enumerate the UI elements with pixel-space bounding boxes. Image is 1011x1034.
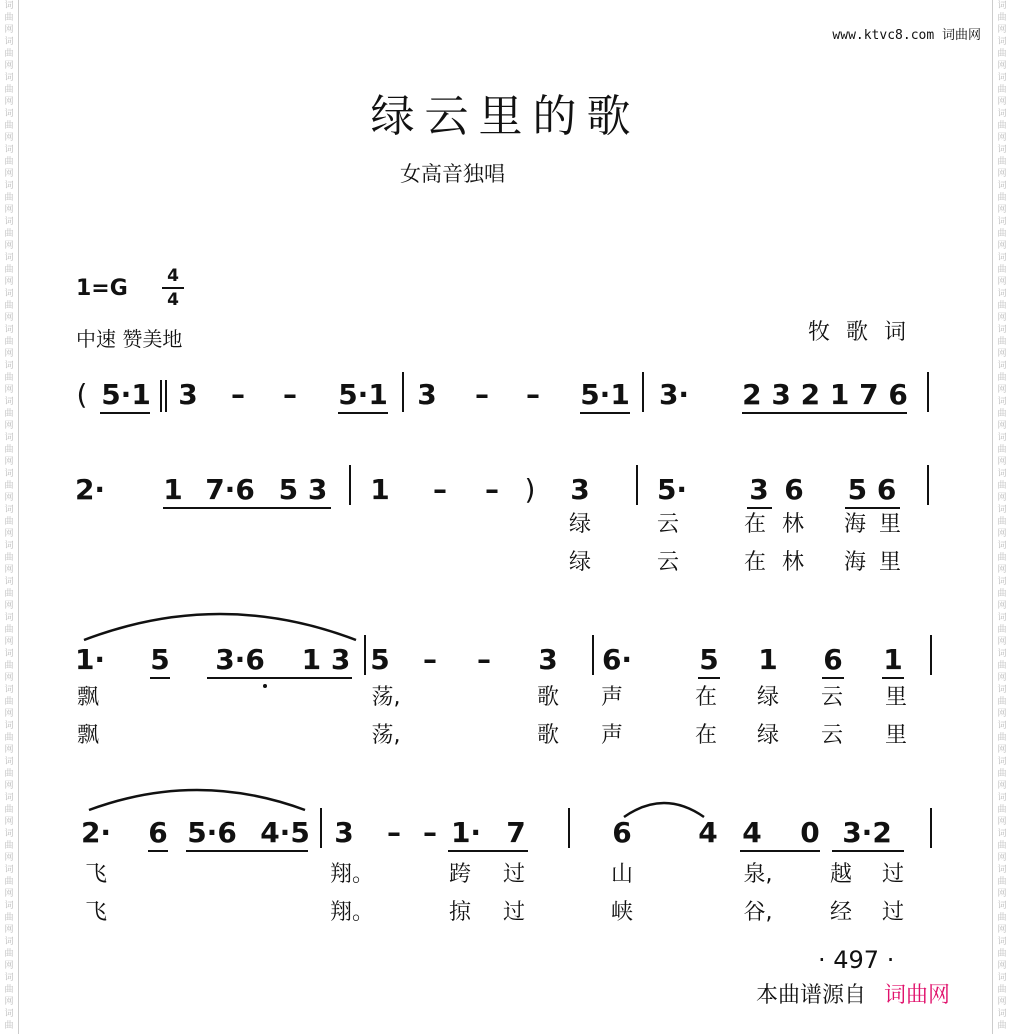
watermark-char: 曲 [4, 373, 14, 383]
watermark-char: 网 [997, 565, 1007, 575]
slur [85, 780, 310, 815]
lyric: 跨 [448, 862, 472, 887]
note: 6 [823, 643, 843, 676]
watermark-char: 网 [997, 925, 1007, 935]
note: 3 [538, 643, 558, 676]
watermark-char: 网 [997, 601, 1007, 611]
watermark-char: 词 [997, 433, 1007, 443]
song-title: 绿云里的歌 [370, 91, 641, 142]
watermark-char: 词 [997, 793, 1007, 803]
watermark-char: 网 [4, 169, 14, 179]
lyric: 过 [881, 862, 905, 887]
lyric: 绿 [756, 685, 780, 710]
watermark-char: 词 [997, 1, 1007, 11]
watermark-char: 网 [997, 25, 1007, 35]
watermark-char: 词 [4, 937, 14, 947]
watermark-char: 曲 [4, 229, 14, 239]
note: 7·6 [205, 473, 255, 506]
watermark-char: 网 [4, 493, 14, 503]
lyric: 歌 [536, 685, 560, 710]
watermark-char: 词 [997, 613, 1007, 623]
watermark-char: 网 [997, 961, 1007, 971]
watermark-char: 曲 [4, 769, 14, 779]
note: 3 [417, 378, 437, 411]
note: 3 [749, 473, 769, 506]
watermark-char: 网 [4, 601, 14, 611]
lyric: 云 [820, 723, 844, 748]
watermark-char: 词 [4, 73, 14, 83]
watermark-char: 词 [997, 217, 1007, 227]
watermark-char: 网 [997, 241, 1007, 251]
watermark-char: 曲 [997, 481, 1007, 491]
watermark-char: 网 [4, 313, 14, 323]
note: 2 3 2 1 7 6 [742, 378, 908, 411]
watermark-char: 曲 [997, 661, 1007, 671]
watermark-char: 网 [997, 205, 1007, 215]
page-number: · 497 · [818, 946, 895, 974]
watermark-char: 曲 [4, 85, 14, 95]
watermark-char: 网 [4, 565, 14, 575]
watermark-char: 网 [4, 745, 14, 755]
lyric: 海 [843, 550, 867, 575]
note: 5·1 [580, 378, 630, 411]
watermark-char: 曲 [997, 949, 1007, 959]
watermark-char: 曲 [4, 193, 14, 203]
watermark-char: 曲 [997, 229, 1007, 239]
watermark-char: 词 [4, 793, 14, 803]
note: – [231, 378, 245, 411]
note: 6· [601, 643, 633, 676]
note: 5 [699, 643, 719, 676]
watermark-char: 网 [4, 637, 14, 647]
lyric: 飘 [76, 685, 100, 710]
watermark-char: 曲 [997, 409, 1007, 419]
watermark-char: 网 [997, 529, 1007, 539]
watermark-char: 词 [4, 1, 14, 11]
note: – [475, 378, 489, 411]
watermark-char: 网 [4, 529, 14, 539]
watermark-char: 曲 [997, 769, 1007, 779]
note: 3· [658, 378, 690, 411]
watermark-char: 网 [997, 421, 1007, 431]
note: 1 3 [301, 643, 351, 676]
note: 5 [370, 643, 390, 676]
watermark-char: 曲 [4, 1021, 14, 1031]
lyric: 云 [656, 550, 680, 575]
watermark-char: 网 [997, 97, 1007, 107]
watermark-char: 词 [997, 973, 1007, 983]
watermark-char: 网 [4, 709, 14, 719]
lyric: 过 [502, 862, 526, 887]
lyric: 翔。 [329, 862, 375, 887]
watermark-char: 词 [4, 325, 14, 335]
note: 7 [506, 816, 526, 849]
watermark-char: 词 [4, 613, 14, 623]
note: 1· [450, 816, 482, 849]
note: – [477, 643, 491, 676]
watermark-char: 网 [4, 277, 14, 287]
lyric: 里 [884, 723, 908, 748]
watermark-char: 网 [997, 889, 1007, 899]
lyric: 林 [781, 550, 805, 575]
watermark-char: 曲 [4, 697, 14, 707]
source-credit [756, 978, 950, 1009]
watermark-char: 网 [997, 385, 1007, 395]
watermark-char: 曲 [4, 733, 14, 743]
watermark-char: 词 [997, 73, 1007, 83]
lyric: 过 [881, 900, 905, 925]
watermark-char: 曲 [997, 913, 1007, 923]
watermark-char: 词 [997, 397, 1007, 407]
watermark-char: 词 [997, 325, 1007, 335]
slur [620, 797, 708, 821]
lyric: 掠 [448, 900, 472, 925]
watermark-char: 曲 [4, 337, 14, 347]
note: 4 [698, 816, 718, 849]
watermark-char: 网 [4, 241, 14, 251]
lyric: 里 [878, 550, 902, 575]
note: 2· [80, 816, 112, 849]
lyricist-credit: 牧歌词 [808, 320, 923, 345]
watermark-char: 词 [997, 361, 1007, 371]
watermark-char: 词 [997, 109, 1007, 119]
lyric: 在 [743, 512, 767, 537]
watermark-char: 词 [997, 541, 1007, 551]
watermark-char: 网 [997, 637, 1007, 647]
watermark-char: 曲 [4, 121, 14, 131]
watermark-char: 词 [4, 253, 14, 263]
slur [80, 600, 360, 645]
watermark-char: 网 [997, 493, 1007, 503]
watermark-char: 曲 [4, 49, 14, 59]
watermark-char: 词 [997, 145, 1007, 155]
watermark-char: 曲 [997, 697, 1007, 707]
note: 5·6 [187, 816, 237, 849]
note: – [283, 378, 297, 411]
note: 5·1 [101, 378, 151, 411]
lyric: 泉, [743, 862, 773, 887]
key-signature: 1=G [76, 276, 128, 301]
note: 4 [742, 816, 762, 849]
watermark-char: 曲 [4, 913, 14, 923]
watermark-char: 词 [997, 829, 1007, 839]
watermark-char: 曲 [997, 193, 1007, 203]
watermark-char: 曲 [997, 85, 1007, 95]
watermark-char: 网 [997, 349, 1007, 359]
watermark-char: 网 [997, 709, 1007, 719]
watermark-char: 词 [4, 505, 14, 515]
note: – [433, 473, 447, 506]
watermark-char: 网 [4, 421, 14, 431]
note: 1 [883, 643, 903, 676]
watermark-char: 词 [997, 37, 1007, 47]
watermark-char: 网 [997, 997, 1007, 1007]
watermark-char: 词 [4, 685, 14, 695]
watermark-char: 词 [997, 901, 1007, 911]
watermark-char: 曲 [4, 301, 14, 311]
watermark-char: 曲 [997, 337, 1007, 347]
lyric: 在 [694, 723, 718, 748]
note: – [423, 816, 437, 849]
watermark-char: 词 [4, 649, 14, 659]
watermark-char: 网 [997, 133, 1007, 143]
watermark-char: 词 [4, 541, 14, 551]
lyric: 绿 [568, 512, 592, 537]
note: 6 [612, 816, 632, 849]
note: 1 [758, 643, 778, 676]
lyric: 谷, [743, 900, 773, 925]
watermark-char: 词 [997, 865, 1007, 875]
watermark-char: 曲 [4, 949, 14, 959]
watermark-char: 曲 [997, 445, 1007, 455]
watermark-char: 词 [997, 253, 1007, 263]
watermark-char: 曲 [4, 265, 14, 275]
watermark-char: 词 [4, 865, 14, 875]
lyric: 歌 [536, 723, 560, 748]
watermark-char: 曲 [4, 805, 14, 815]
watermark-char: 网 [4, 61, 14, 71]
watermark-char: 网 [4, 205, 14, 215]
note: 5·1 [338, 378, 388, 411]
note: 4·5 [260, 816, 310, 849]
note: 3 [178, 378, 198, 411]
watermark-char: 曲 [997, 877, 1007, 887]
watermark-char: 曲 [4, 589, 14, 599]
watermark-char: 词 [4, 721, 14, 731]
note: – [423, 643, 437, 676]
note: 1 [163, 473, 183, 506]
note: 3 [334, 816, 354, 849]
lyric: 峡 [610, 900, 634, 925]
watermark-char: 网 [997, 745, 1007, 755]
note: 5 3 [278, 473, 328, 506]
watermark-char: 曲 [997, 301, 1007, 311]
note: 6 [784, 473, 804, 506]
watermark-char: 词 [4, 829, 14, 839]
watermark-char: 曲 [4, 841, 14, 851]
watermark-char: 曲 [997, 589, 1007, 599]
watermark-char: 网 [4, 97, 14, 107]
note: ( [76, 378, 88, 411]
watermark-char: 词 [997, 289, 1007, 299]
watermark-char: 词 [997, 469, 1007, 479]
watermark-char: 词 [997, 577, 1007, 587]
song-subtitle: 女高音独唱 [400, 162, 505, 186]
watermark-char: 曲 [4, 661, 14, 671]
lyric: 山 [610, 862, 634, 887]
watermark-char: 网 [4, 853, 14, 863]
note: 6 [148, 816, 168, 849]
watermark-char: 曲 [4, 13, 14, 23]
watermark-char: 曲 [4, 157, 14, 167]
note: 5· [656, 473, 688, 506]
note: 1· [74, 643, 106, 676]
lyric: 飘 [76, 723, 100, 748]
watermark-char: 词 [997, 505, 1007, 515]
watermark-char: 网 [997, 781, 1007, 791]
watermark-char: 词 [4, 973, 14, 983]
watermark-char: 网 [4, 961, 14, 971]
watermark-char: 词 [4, 469, 14, 479]
watermark-char: 词 [997, 937, 1007, 947]
watermark-char: 网 [997, 853, 1007, 863]
watermark-char: 网 [997, 313, 1007, 323]
source-label: 本曲谱源自 [756, 983, 867, 1008]
watermark-char: 曲 [997, 121, 1007, 131]
watermark-char: 网 [4, 25, 14, 35]
lyric: 经 [829, 900, 853, 925]
watermark-char: 网 [997, 457, 1007, 467]
watermark-char: 网 [4, 925, 14, 935]
watermark-char: 词 [4, 37, 14, 47]
watermark-char: 词 [997, 649, 1007, 659]
note: – [485, 473, 499, 506]
watermark-char: 曲 [997, 373, 1007, 383]
watermark-char: 曲 [4, 553, 14, 563]
lyric: 飞 [84, 862, 108, 887]
watermark-char: 网 [4, 457, 14, 467]
lyric: 越 [829, 862, 853, 887]
watermark-char: 词 [4, 901, 14, 911]
time-top: 4 [167, 266, 179, 286]
lyric: 绿 [756, 723, 780, 748]
watermark-char: 曲 [997, 805, 1007, 815]
source-brand-link[interactable]: 词曲网 [884, 983, 951, 1008]
note: ) [524, 473, 536, 506]
site-url[interactable]: www.ktvc8.com 词曲网 [832, 28, 981, 43]
lyric: 飞 [84, 900, 108, 925]
watermark-char: 词 [4, 217, 14, 227]
note: 5 [150, 643, 170, 676]
watermark-char: 词 [4, 433, 14, 443]
watermark-char: 词 [4, 181, 14, 191]
watermark-char: 网 [997, 61, 1007, 71]
lyric: 林 [781, 512, 805, 537]
watermark-char: 曲 [997, 517, 1007, 527]
lyric: 在 [743, 550, 767, 575]
watermark-char: 网 [4, 997, 14, 1007]
watermark-char: 词 [4, 1009, 14, 1019]
watermark-char: 网 [4, 349, 14, 359]
watermark-char: 词 [4, 757, 14, 767]
lyric: 声 [600, 685, 624, 710]
watermark-char: 曲 [4, 517, 14, 527]
watermark-char: 曲 [997, 157, 1007, 167]
watermark-char: 曲 [997, 265, 1007, 275]
watermark-char: 网 [997, 169, 1007, 179]
watermark-char: 词 [997, 1009, 1007, 1019]
watermark-char: 网 [997, 817, 1007, 827]
watermark-char: 网 [4, 817, 14, 827]
watermark-char: 词 [997, 685, 1007, 695]
lyric: 云 [820, 685, 844, 710]
watermark-char: 曲 [4, 625, 14, 635]
note: – [387, 816, 401, 849]
note: 3 [570, 473, 590, 506]
lyric: 在 [694, 685, 718, 710]
lyric: 翔。 [329, 900, 375, 925]
lyric: 海 [843, 512, 867, 537]
note: – [526, 378, 540, 411]
note: 3·2 [842, 816, 892, 849]
watermark-char: 词 [4, 397, 14, 407]
lyric: 荡, [371, 685, 401, 710]
watermark-char: 曲 [997, 841, 1007, 851]
watermark-char: 词 [997, 721, 1007, 731]
watermark-char: 网 [4, 385, 14, 395]
lyric: 里 [878, 512, 902, 537]
watermark-char: 曲 [997, 985, 1007, 995]
note: 3·6 [215, 643, 265, 676]
watermark-char: 网 [4, 673, 14, 683]
watermark-char: 词 [4, 361, 14, 371]
watermark-char: 曲 [997, 13, 1007, 23]
tempo-marking: 中速 赞美地 [76, 327, 183, 351]
watermark-char: 词 [4, 577, 14, 587]
note: 5 6 [847, 473, 897, 506]
time-bottom: 4 [167, 290, 179, 310]
note: 2· [74, 473, 106, 506]
watermark-char: 曲 [4, 985, 14, 995]
watermark-char: 曲 [4, 445, 14, 455]
lyric: 云 [656, 512, 680, 537]
watermark-char: 网 [997, 277, 1007, 287]
lyric: 声 [600, 723, 624, 748]
watermark-char: 词 [997, 181, 1007, 191]
watermark-char: 曲 [4, 877, 14, 887]
watermark-char: 曲 [997, 733, 1007, 743]
watermark-char: 曲 [997, 625, 1007, 635]
watermark-char: 曲 [4, 409, 14, 419]
note: 1 [370, 473, 390, 506]
watermark-char: 曲 [997, 1021, 1007, 1031]
note: 0 [800, 816, 820, 849]
watermark-char: 曲 [997, 553, 1007, 563]
watermark-char: 曲 [997, 49, 1007, 59]
watermark-char: 网 [997, 673, 1007, 683]
lyric: 里 [884, 685, 908, 710]
watermark-char: 网 [4, 889, 14, 899]
lyric: 过 [502, 900, 526, 925]
watermark-char: 网 [4, 133, 14, 143]
watermark-char: 网 [4, 781, 14, 791]
watermark-char: 词 [997, 757, 1007, 767]
watermark-char: 词 [4, 145, 14, 155]
watermark-char: 曲 [4, 481, 14, 491]
lyric: 荡, [371, 723, 401, 748]
watermark-char: 词 [4, 289, 14, 299]
lyric: 绿 [568, 550, 592, 575]
watermark-char: 词 [4, 109, 14, 119]
